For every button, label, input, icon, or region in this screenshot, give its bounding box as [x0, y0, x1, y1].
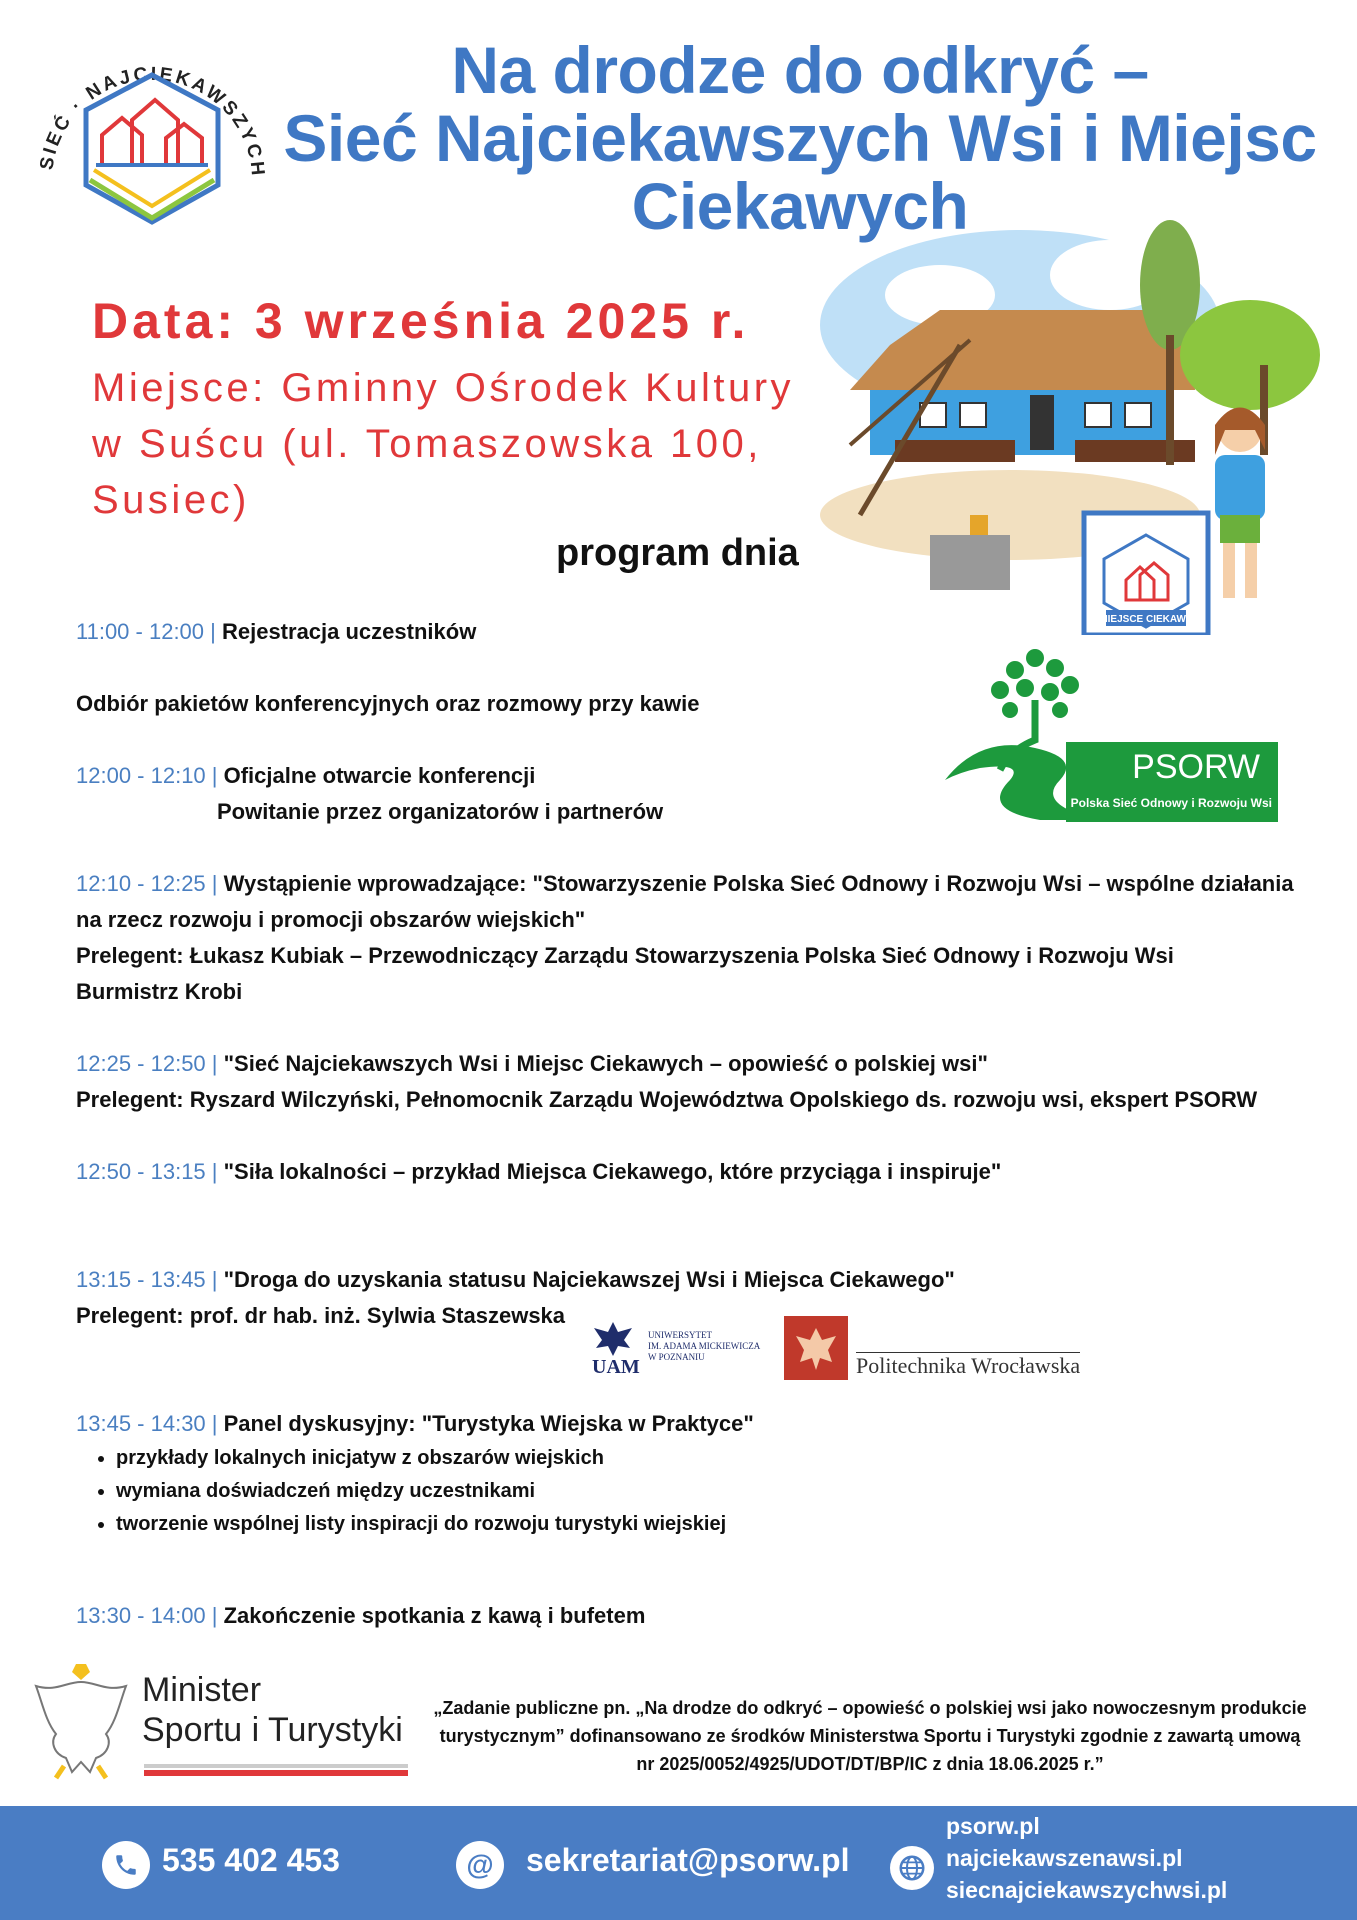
- contact-footer: [0, 1806, 1357, 1920]
- place-line-1: Miejsce: Gminny Ośrodek Kultury: [92, 366, 795, 410]
- item-time: 13:15 - 13:45 |: [76, 1267, 218, 1292]
- funding-line-3: nr 2025/0052/4925/UDOT/DT/BP/IC z dnia 18.06.2025 r.”: [636, 1754, 1104, 1774]
- village-illustration: [810, 215, 1330, 635]
- phone-number[interactable]: 535 402 453: [162, 1842, 340, 1878]
- ministry-line-1: Minister: [142, 1671, 262, 1709]
- cottage-illustration-icon: [810, 215, 1330, 635]
- place-line-3: Susiec): [92, 478, 250, 522]
- program-item-closing: [76, 1598, 1296, 1634]
- place-line-2: w Suścu (ul. Tomaszowska 100,: [92, 422, 762, 466]
- badge-text: MIEJSCE CIEKAWE: [1099, 614, 1193, 625]
- uam-line-2: IM. ADAMA MICKIEWICZA: [648, 1341, 761, 1351]
- panel-bullet-list: [76, 1442, 1296, 1541]
- page-title: [270, 33, 1330, 243]
- ministry-eagle-icon: [26, 1662, 136, 1782]
- item-time: 11:00 - 12:00 |: [76, 619, 216, 644]
- item-time: 12:25 - 12:50 |: [76, 1051, 218, 1076]
- globe-icon: [890, 1846, 934, 1890]
- program-item-intro-speech: [76, 866, 1296, 1010]
- item-text: Rejestracja uczestników: [215, 619, 477, 644]
- website-link-psorw[interactable]: psorw.pl: [946, 1813, 1040, 1839]
- item-time: 12:00 - 12:10 |: [76, 763, 218, 788]
- list-item: • przykłady lokalnych inicjatyw z obszarów wiejskich: [116, 1442, 1296, 1475]
- funding-line-1: „Zadanie publiczne pn. „Na drodze do odkryć – opowieść o polskiej wsi jako nowoczesnym produkcie: [433, 1698, 1307, 1718]
- website-link-najciekawsze[interactable]: najciekawszenawsi.pl: [946, 1845, 1183, 1871]
- program-title: program dnia: [556, 532, 799, 574]
- item-line-2: Prelegent: Ryszard Wilczyński, Pełnomocnik Zarządu Województwa Opolskiego ds. rozwoju wsi, ekspert PSORW: [76, 1087, 1258, 1112]
- program-item-locality: [76, 1154, 1296, 1190]
- logo-ring-text: SIEĆ · NAJCIEKAWSZYCH: [36, 63, 269, 180]
- item-time: 12:50 - 13:15 |: [76, 1159, 218, 1184]
- item-text: "Siła lokalności – przykład Miejsca Ciekawego, które przyciąga i inspiruje": [217, 1159, 1002, 1184]
- uam-mark: UAM: [592, 1356, 640, 1378]
- item-time: 12:10 - 12:25 |: [76, 871, 218, 896]
- funding-notice: [422, 1694, 1318, 1778]
- item-line-4: Burmistrz Krobi: [76, 979, 243, 1004]
- village-houses-logo-icon: [30, 30, 270, 240]
- website-link-siec[interactable]: siecnajciekawszychwsi.pl: [946, 1877, 1228, 1903]
- item-text: Panel dyskusyjny: "Turystyka Wiejska w Praktyce": [217, 1411, 754, 1436]
- psorw-name: PSORW: [1132, 748, 1260, 786]
- item-time: 13:45 - 14:30 |: [76, 1411, 218, 1436]
- funding-line-2: turystycznym” dofinansowano ze środków Ministerstwa Sportu i Turystyki zgodnie z zawartą umową: [439, 1726, 1301, 1746]
- event-date: Data: 3 września 2025 r.: [92, 293, 750, 349]
- item-line-3: Prelegent: Łukasz Kubiak – Przewodniczący Zarządu Stowarzyszenia Polska Sieć Odnowy i Rozwoju Wsi: [76, 943, 1174, 968]
- list-item: • wymiana doświadczeń między uczestnikami: [116, 1475, 1296, 1508]
- item-text: Wystąpienie wprowadzające: "Stowarzyszenie Polska Sieć Odnowy i Rozwoju Wsi – wspólne działania: [217, 871, 1294, 896]
- uam-line-1: UNIWERSYTET: [648, 1330, 712, 1340]
- uam-logo: [588, 1318, 778, 1378]
- network-logo: [30, 30, 270, 240]
- psorw-full-name: Polska Sieć Odnowy i Rozwoju Wsi: [1070, 796, 1272, 810]
- email-link[interactable]: sekretariat@psorw.pl: [526, 1842, 850, 1878]
- pwr-logo: [782, 1316, 1092, 1380]
- item-text: Oficjalne otwarcie konferencji: [217, 763, 536, 788]
- ministry-line-2: Sportu i Turystyki: [142, 1711, 403, 1749]
- title-line-3: Ciekawych: [631, 169, 969, 243]
- item-line-2: na rzecz rozwoju i promocji obszarów wiejskich": [76, 907, 586, 932]
- phone-icon: [102, 1841, 150, 1889]
- psorw-banner: [1066, 742, 1278, 822]
- item-text: Zakończenie spotkania z kawą i bufetem: [217, 1603, 646, 1628]
- program-item-packages: Odbiór pakietów konferencyjnych oraz rozmowy przy kawie: [76, 691, 700, 716]
- ministry-divider: [144, 1764, 408, 1776]
- title-line-1: Na drodze do odkryć –: [451, 33, 1149, 107]
- event-place: [92, 360, 852, 528]
- website-links: [946, 1810, 1227, 1906]
- email-at-icon: @: [456, 1841, 504, 1889]
- uam-line-3: W POZNANIU: [648, 1352, 705, 1362]
- item-text: "Sieć Najciekawszych Wsi i Miejsc Ciekawych – opowieść o polskiej wsi": [217, 1051, 988, 1076]
- pwr-eagle-icon: [784, 1316, 848, 1380]
- list-item: • tworzenie wspólnej listy inspiracji do rozwoju turystyki wiejskiej: [116, 1508, 1296, 1541]
- ministry-name: [142, 1670, 403, 1750]
- item-line-2: Prelegent: prof. dr hab. inż. Sylwia Staszewska: [76, 1303, 566, 1328]
- title-line-2: Sieć Najciekawszych Wsi i Miejsc: [283, 101, 1317, 175]
- program-item-network-story: [76, 1046, 1296, 1118]
- item-line-2: Powitanie przez organizatorów i partnerów: [217, 799, 664, 824]
- pwr-name: Politechnika Wrocławska: [856, 1353, 1081, 1378]
- item-time: 13:30 - 14:00 |: [76, 1603, 218, 1628]
- item-text: "Droga do uzyskania statusu Najciekawszej Wsi i Miejsca Ciekawego": [217, 1267, 955, 1292]
- program-item-panel: [76, 1406, 1296, 1541]
